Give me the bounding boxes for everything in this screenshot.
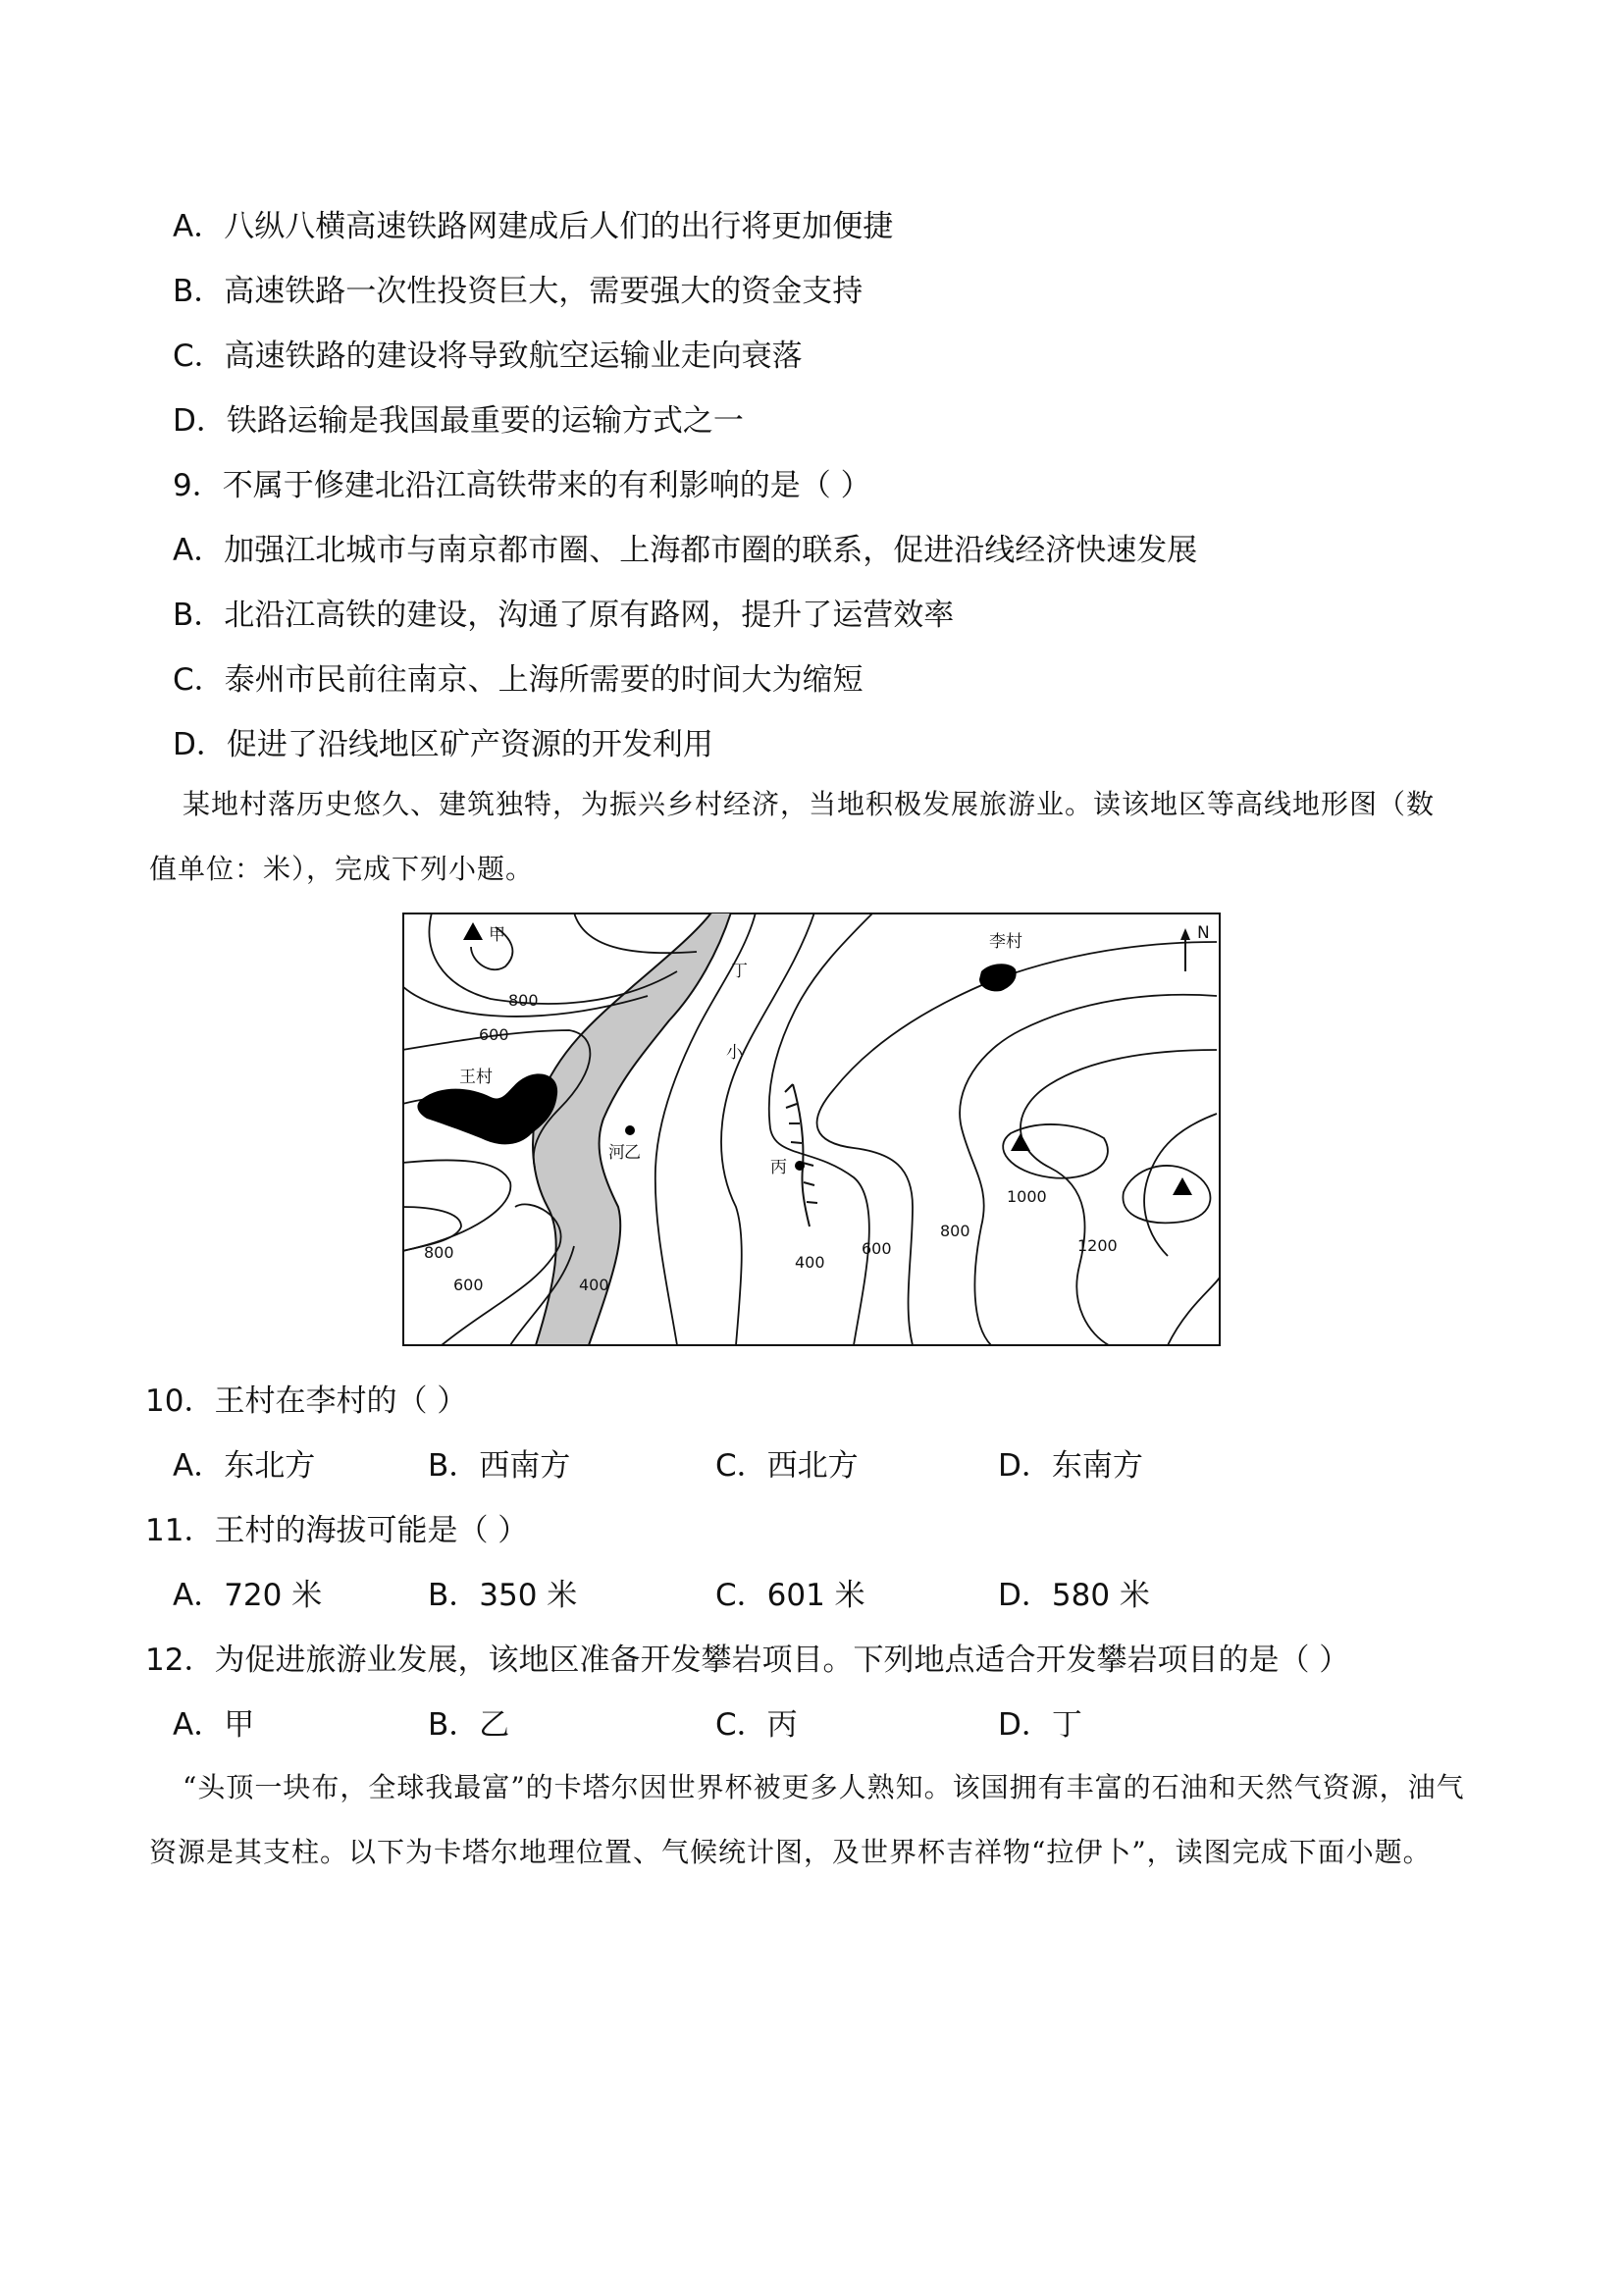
contour-map [402, 913, 1221, 1346]
q9-option-a: A．加强江北城市与南京都市圈、上海都市圈的联系，促进沿线经济快速发展 [173, 533, 1198, 568]
q8-option-b: B．高速铁路一次性投资巨大，需要强大的资金支持 [173, 274, 864, 309]
contour-label-600-nw: 600 [479, 1025, 509, 1044]
label-ding: 丁 [731, 962, 748, 981]
q9-option-b: B．北沿江高铁的建设，沟通了原有路网，提升了运营效率 [173, 598, 955, 633]
contour-label-800-nw: 800 [508, 991, 539, 1010]
q11-option-b: B．350 米 [428, 1578, 578, 1613]
q9-option-c: C．泰州市民前往南京、上海所需要的时间大为缩短 [173, 662, 864, 698]
label-yi: 乙 [624, 1143, 641, 1163]
q12-option-a: A．甲 [173, 1707, 255, 1743]
label-wangcun: 王村 [459, 1068, 493, 1087]
contour-label-1000: 1000 [1007, 1187, 1047, 1206]
contour-label-400-sw: 400 [579, 1276, 609, 1294]
contour-label-800-s: 800 [940, 1222, 970, 1240]
q11-option-d: D．580 米 [998, 1578, 1150, 1613]
q9-option-d: D．促进了沿线地区矿产资源的开发利用 [173, 727, 713, 762]
contour-label-800-sw: 800 [424, 1243, 454, 1262]
q10-option-d: D．东南方 [998, 1448, 1143, 1484]
label-jia: 甲 [489, 925, 505, 945]
q11-stem: 11．王村的海拔可能是（ ） [145, 1513, 529, 1548]
contour-label-600-sw: 600 [453, 1276, 484, 1294]
point-bing-icon [795, 1161, 805, 1171]
q12-stem: 12．为促进旅游业发展，该地区准备开发攀岩项目。下列地点适合开发攀岩项目的是（ ） [145, 1643, 1350, 1678]
q10-option-b: B．西南方 [428, 1448, 571, 1484]
label-xiao: 小 [726, 1043, 743, 1063]
q11-option-a: A．720 米 [173, 1578, 323, 1613]
q8-option-c: C．高速铁路的建设将导致航空运输业走向衰落 [173, 339, 803, 374]
passage1-line2: 值单位：米），完成下列小题。 [149, 853, 535, 885]
point-yi-icon [625, 1125, 635, 1135]
q10-stem: 10．王村在李村的（ ） [145, 1383, 468, 1419]
contour-label-1200: 1200 [1077, 1236, 1118, 1255]
contour-label-600-s: 600 [862, 1239, 892, 1258]
label-licun: 李村 [989, 932, 1022, 952]
q12-option-c: C．丙 [715, 1707, 798, 1743]
q9-stem: 9．不属于修建北沿江高铁带来的有利影响的是（ ） [173, 468, 871, 503]
contour-label-400-s: 400 [795, 1253, 825, 1272]
q12-option-d: D．丁 [998, 1707, 1082, 1743]
passage2-line1: “头顶一块布，全球我最富”的卡塔尔因世界杯被更多人熟知。该国拥有丰富的石油和天然气资源，油气 [183, 1771, 1465, 1803]
q12-option-b: B．乙 [428, 1707, 510, 1743]
label-bing: 丙 [770, 1158, 787, 1177]
q8-option-d: D．铁路运输是我国最重要的运输方式之一 [173, 403, 744, 439]
passage2-line2: 资源是其支柱。以下为卡塔尔地理位置、气候统计图，及世界杯吉祥物“拉伊卜”，读图完成下面小题。 [149, 1836, 1432, 1868]
q10-option-a: A．东北方 [173, 1448, 316, 1484]
label-north: N [1197, 923, 1210, 943]
passage1-line1: 某地村落历史悠久、建筑独特，为振兴乡村经济，当地积极发展旅游业。读该地区等高线地形图（数 [183, 788, 1436, 820]
q8-option-a: A．八纵八横高速铁路网建成后人们的出行将更加便捷 [173, 209, 894, 244]
q10-option-c: C．西北方 [715, 1448, 859, 1484]
label-he: 河 [608, 1143, 625, 1163]
q11-option-c: C．601 米 [715, 1578, 865, 1613]
